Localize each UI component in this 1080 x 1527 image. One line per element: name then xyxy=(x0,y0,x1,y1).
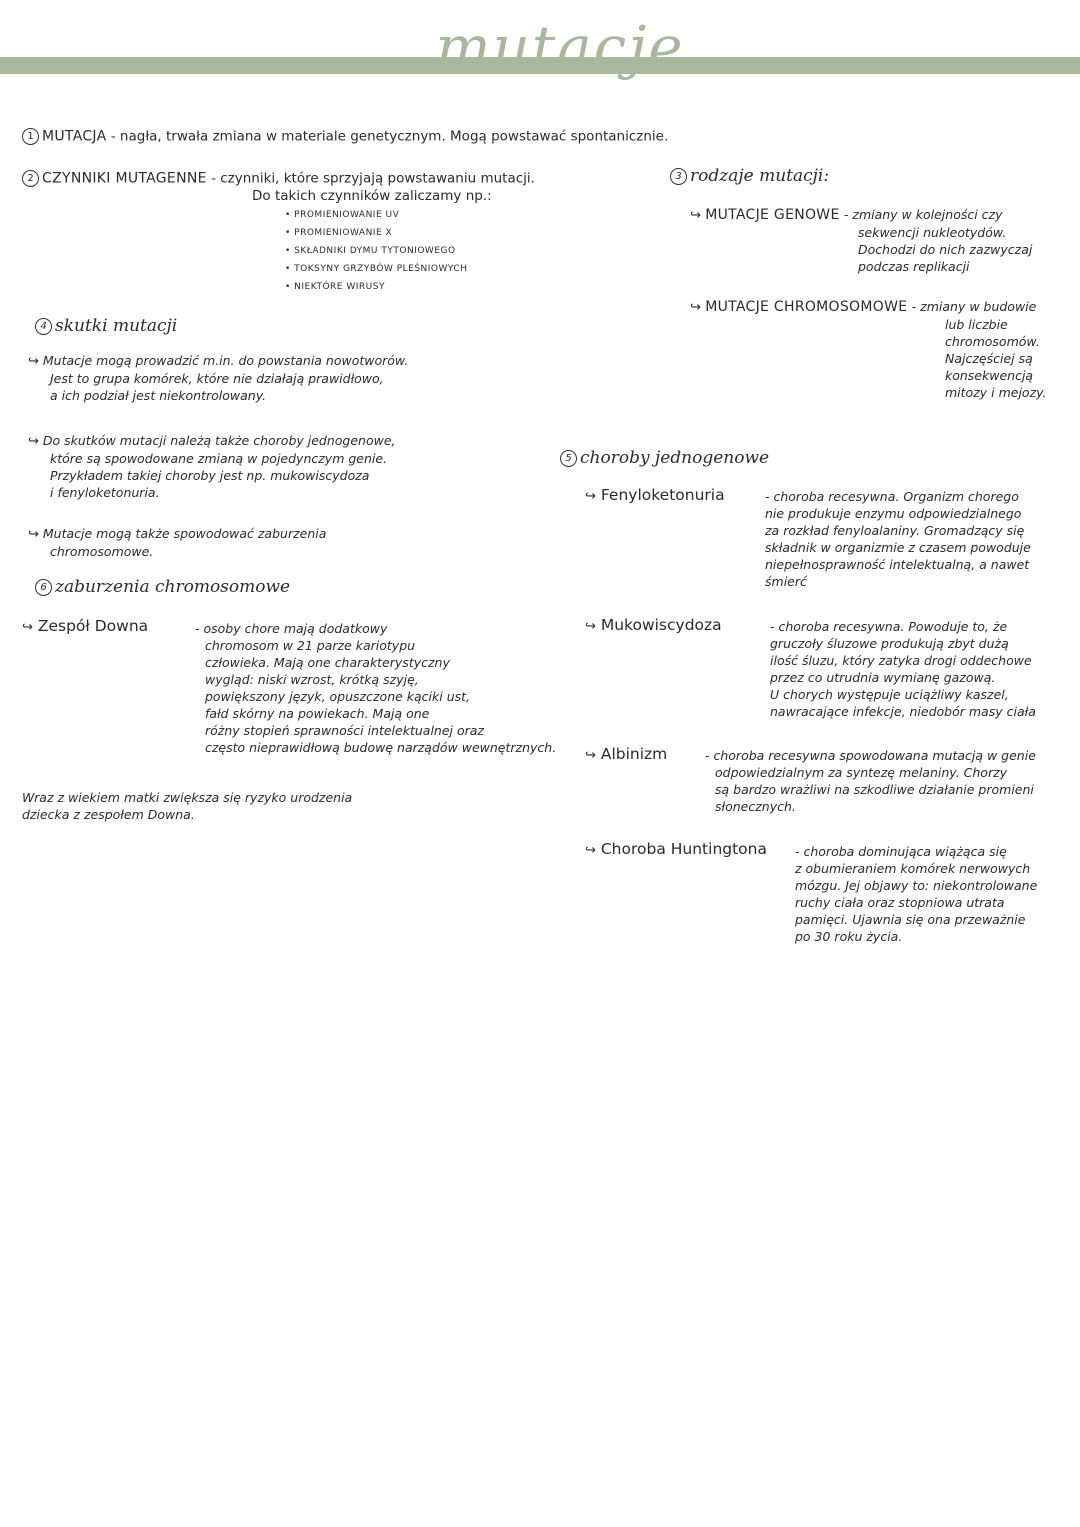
arrow-icon: ↪ xyxy=(690,208,701,223)
arrow-icon: ↪ xyxy=(585,489,596,504)
effects-heading: 4 skutki mutacji xyxy=(35,316,177,336)
list-item: • PROMIENIOWANIE X xyxy=(285,228,393,238)
term-label: MUTACJA xyxy=(42,128,107,145)
genowe-block: ↪ MUTACJE GENOWE - zmiany w kolejności czy xyxy=(690,207,1003,223)
down-syndrome-note: Wraz z wiekiem matki zwiększa się ryzyko urodzenia dziecka z zespołem Downa. xyxy=(22,790,353,822)
arrow-icon: ↪ xyxy=(22,620,33,635)
genowe-text: sekwencji nukleotydów. Dochodzi do nich zazwyczaj podczas replikacji xyxy=(858,225,1033,274)
term-label: MUTACJE GENOWE xyxy=(705,207,840,223)
section-number: 5 xyxy=(560,450,577,467)
arrow-icon: ↪ xyxy=(28,434,39,449)
disease-albinizm: ↪ Albinizm xyxy=(585,745,668,763)
section-number: 4 xyxy=(35,318,52,335)
term-label: CZYNNIKI MUTAGENNE xyxy=(42,170,207,187)
list-item: • TOKSYNY GRZYBÓW PLEŚNIOWYCH xyxy=(285,264,468,274)
arrow-icon: ↪ xyxy=(585,843,596,858)
arrow-icon: ↪ xyxy=(690,300,701,315)
list-item: • SKŁADNIKI DYMU TYTONIOWEGO xyxy=(285,246,456,256)
disease-description: - choroba recesywna. Powoduje to, że gruczoły śluzowe produkują zbyt dużą ilość śluzu, który zatyka drogi oddechowe przez co utrudnia wymianę gazową. U chorych występuje uciążliwy kaszel, nawracające infekcje, niedobór masy ciała xyxy=(770,619,1036,719)
section-number: 6 xyxy=(35,579,52,596)
disease-huntington: ↪ Choroba Huntingtona xyxy=(585,840,767,858)
types-heading: 3 rodzaje mutacji: xyxy=(670,166,829,186)
arrow-icon: ↪ xyxy=(28,354,39,369)
definition-text: - czynniki, które sprzyjają powstawaniu mutacji. xyxy=(211,170,535,187)
disease-description: - choroba recesywna spowodowana mutacją w genie odpowiedzialnym za syntezę melaniny. Chorzy są bardzo wrażliwi na szkodliwe działanie promieni słonecznych. xyxy=(705,748,1036,814)
effects-paragraph-3: ↪ Mutacje mogą także spowodować zaburzenia chromosomowe. xyxy=(28,526,327,559)
section-number: 1 xyxy=(22,128,39,145)
chromosomowe-block: ↪ MUTACJE CHROMOSOMOWE - zmiany w budowie xyxy=(690,299,1037,315)
disease-description: - choroba recesywna. Organizm chorego nie produkuje enzymu odpowiedzialnego za rozkład fenyloalaniny. Gromadzący się składnik w organizmie z czasem powoduje niepełnosprawność intelektualną, a nawet śmierć xyxy=(765,489,1031,589)
page-title: mutacje xyxy=(435,13,685,81)
term-label: MUTACJE CHROMOSOMOWE xyxy=(705,299,908,315)
disease-description: - choroba dominująca wiążąca się z obumieraniem komórek nerwowych mózgu. Jej objawy to: niekontrolowane ruchy ciała oraz stopniowa utrata pamięci. Ujawnia się ona przeważnie po 30 roku życia. xyxy=(795,844,1038,944)
disease-mukowiscydoza: ↪ Mukowiscydoza xyxy=(585,616,722,634)
disease-fenyloketonuria: ↪ Fenyloketonuria xyxy=(585,486,725,504)
definition-text: - nagła, trwała zmiana w materiale genetycznym. Mogą powstawać spontanicznie. xyxy=(110,128,669,145)
arrow-icon: ↪ xyxy=(28,527,39,542)
arrow-icon: ↪ xyxy=(585,619,596,634)
effects-paragraph-2: ↪ Do skutków mutacji należą także choroby jednogenowe, które są spowodowane zmianą w pojedynczym genie. Przykładem takiej choroby jest np. mukowiscydoza i fenyloketonuria. xyxy=(28,433,396,500)
mutagens-intro: Do takich czynników zaliczamy np.: xyxy=(252,188,492,204)
chromosomowe-text: lub liczbie chromosomów. Najczęściej są konsekwencją mitozy i mejozy. xyxy=(945,317,1047,400)
section-number: 2 xyxy=(22,170,39,187)
list-item: • PROMIENIOWANIE UV xyxy=(285,210,400,220)
down-syndrome-term: ↪ Zespół Downa xyxy=(22,617,149,635)
definition-mutation xyxy=(22,128,668,145)
effects-paragraph-1: ↪ Mutacje mogą prowadzić m.in. do powstania nowotworów. Jest to grupa komórek, które nie działają prawidłowo, a ich podział jest niekontrolowany. xyxy=(28,353,409,403)
list-item: • NIEKTÓRE WIRUSY xyxy=(285,282,385,292)
section-number: 3 xyxy=(670,168,687,185)
monogenic-heading: 5 choroby jednogenowe xyxy=(560,448,769,468)
chromosomal-heading: 6 zaburzenia chromosomowe xyxy=(35,577,290,597)
down-syndrome-description: - osoby chore mają dodatkowy chromosom w 21 parze kariotypu człowieka. Mają one charakterystyczny wygląd: niski wzrost, krótką szyję, powiększony język, opuszczone kąciki ust, fałd skórny na powiekach. Mają one różny stopień sprawności intelektualnej oraz często nieprawidłową budowę narządów wewnętrznych. xyxy=(195,621,557,755)
arrow-icon: ↪ xyxy=(585,748,596,763)
definition-mutagens xyxy=(22,170,535,187)
mutagens-list xyxy=(285,206,467,296)
